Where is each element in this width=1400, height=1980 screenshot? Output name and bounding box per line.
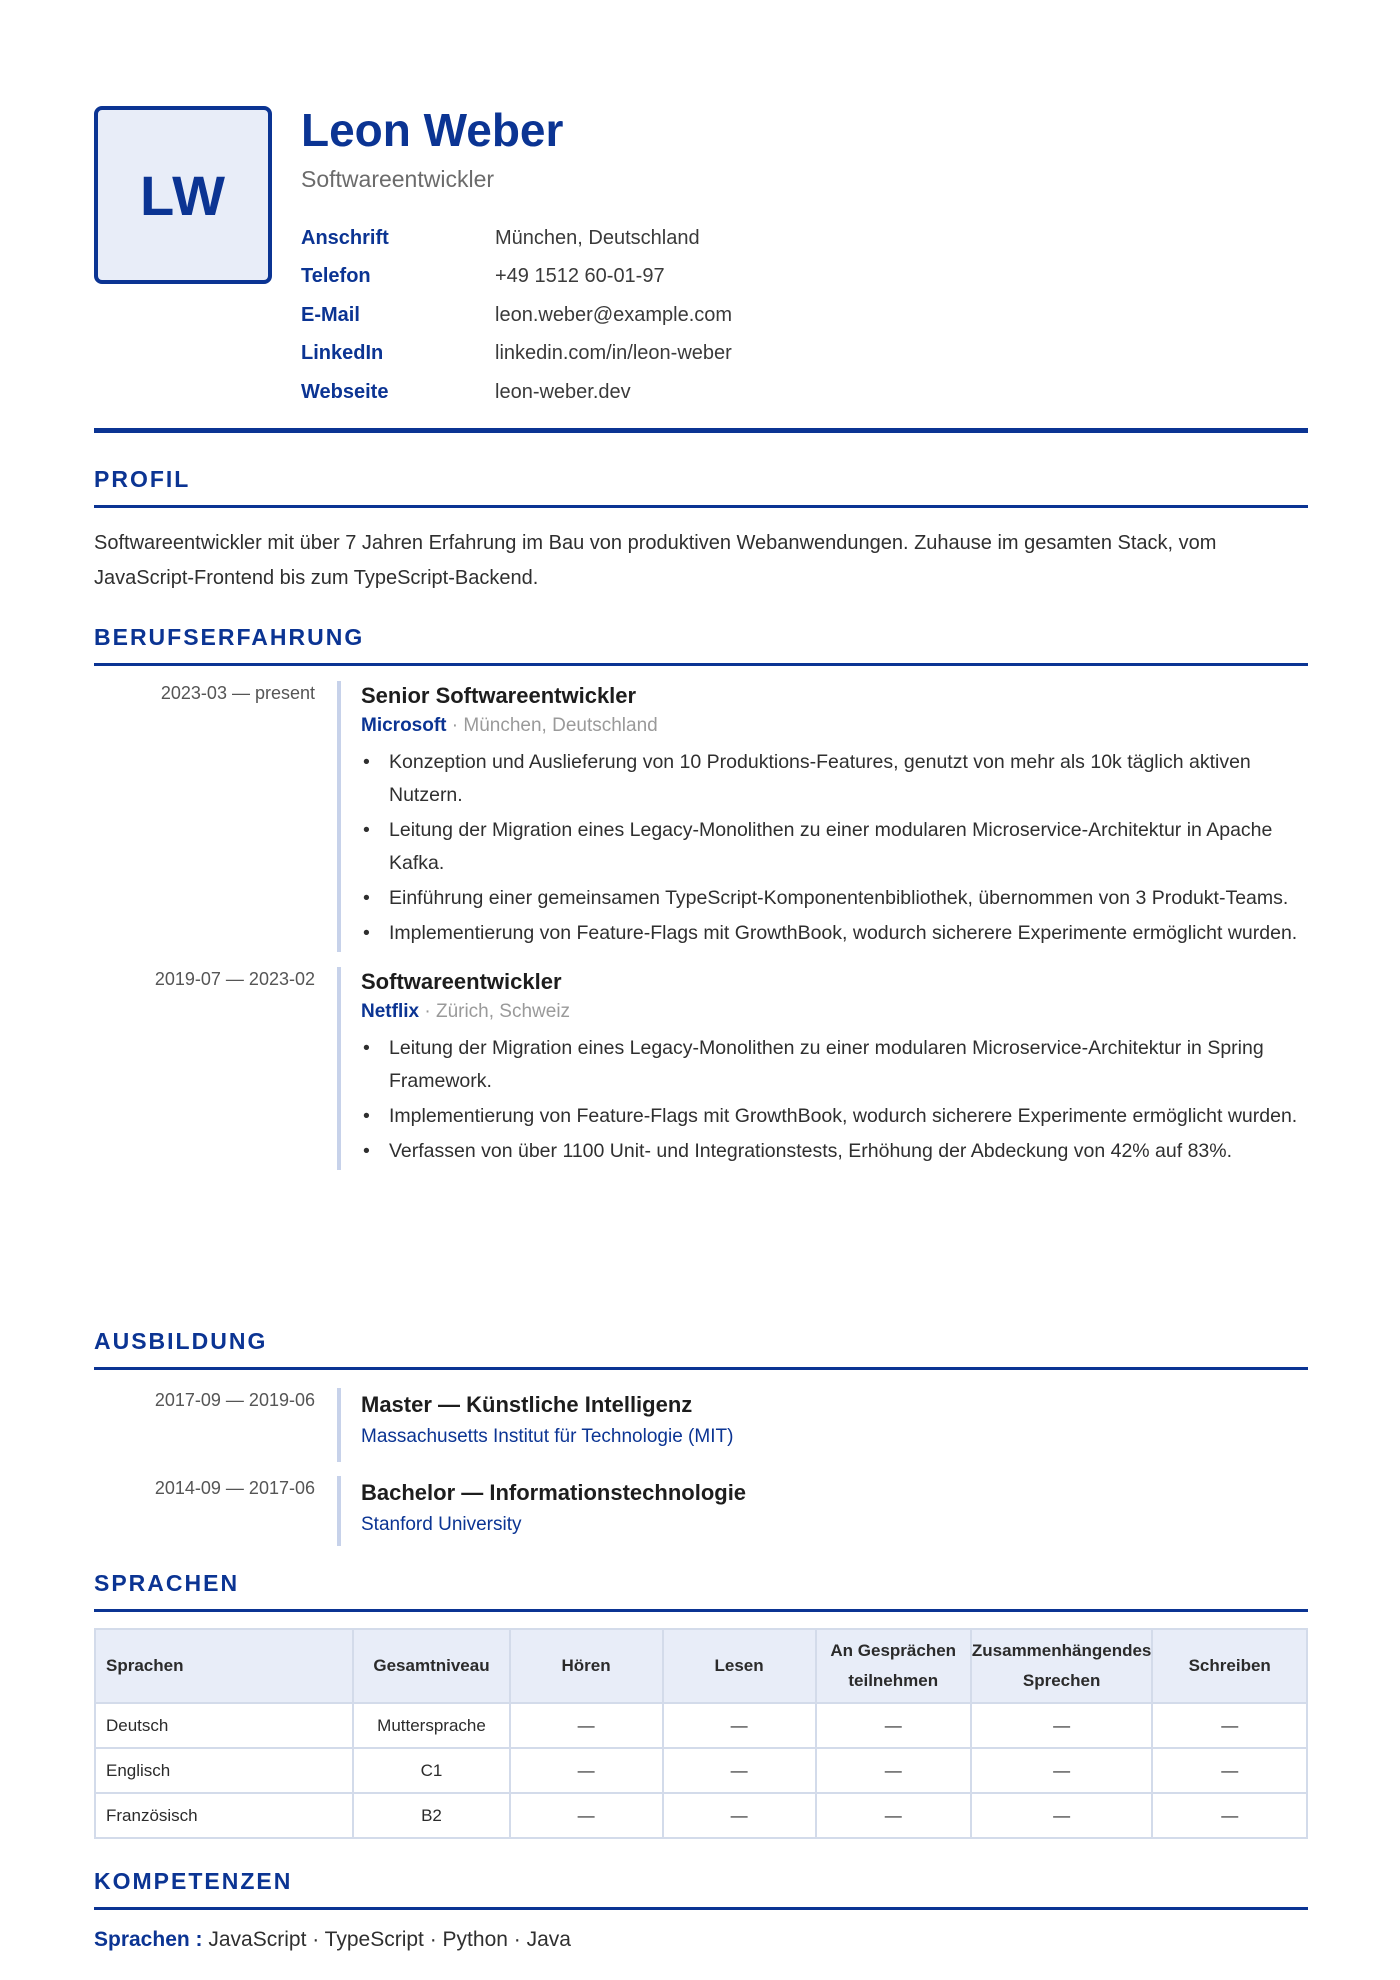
language-name: Englisch	[95, 1748, 353, 1793]
degree-title: Master — Künstliche Intelligenz	[361, 1392, 693, 1417]
entry-body	[337, 1388, 1308, 1462]
language-name: Deutsch	[95, 1703, 353, 1748]
org-line	[361, 711, 1308, 741]
skill-row	[94, 1924, 1308, 1956]
experience-entry	[94, 967, 1308, 1170]
contact-label: Webseite	[301, 380, 389, 403]
overall-level: Muttersprache	[353, 1703, 509, 1748]
list-item: • Implementierung von Feature-Flags mit GrowthBook, wodurch sicherere Experimente ermöglicht wurden.	[361, 917, 1308, 950]
contact-label: Telefon	[301, 265, 371, 288]
table-row	[95, 1703, 1307, 1748]
list-item: • Verfassen von über 1100 Unit- und Integrationstests, Erhöhung der Abdeckung von 42% auf 83%.	[361, 1135, 1308, 1168]
table-header-row	[95, 1629, 1307, 1703]
overall-level: C1	[353, 1748, 509, 1793]
column-header: Gesamtniveau	[353, 1629, 509, 1703]
writing-level: —	[1152, 1748, 1307, 1793]
column-header: Zusammenhängendes Sprechen	[971, 1629, 1153, 1703]
section-heading: KOMPETENZEN	[94, 1868, 1308, 1910]
job-location: · Zürich, Schweiz	[419, 1001, 571, 1022]
reading-level: —	[663, 1793, 816, 1838]
contact-row-email	[301, 296, 732, 335]
contact-list	[301, 219, 732, 412]
listening-level: —	[510, 1748, 663, 1793]
contact-row-phone	[301, 258, 732, 297]
experience-entry	[94, 681, 1308, 952]
school-name	[361, 1510, 1308, 1540]
interaction-level: —	[816, 1793, 971, 1838]
entry-date: 2014-09 — 2017-06	[154, 1478, 315, 1498]
company-name: Netflix	[361, 1001, 420, 1022]
reading-level: —	[663, 1748, 816, 1793]
writing-level: —	[1152, 1703, 1307, 1748]
skill-values: JavaScript · TypeScript · Python · Java	[202, 1928, 571, 1951]
job-role: Senior Softwareentwickler	[361, 683, 637, 708]
profile-text: Softwareentwickler mit über 7 Jahren Erfahrung im Bau von produktiven Webanwendungen. Zuhause im gesamten Stack, vom JavaScript-Frontend bis zum TypeScript-Backend.	[94, 532, 1217, 589]
education-entry	[94, 1476, 1308, 1546]
job-role: Softwareentwickler	[361, 969, 562, 994]
language-table	[94, 1628, 1308, 1839]
school-name	[361, 1422, 1308, 1452]
production-level: —	[971, 1793, 1153, 1838]
column-header: Sprachen	[95, 1629, 353, 1703]
contact-row-address	[301, 219, 732, 258]
contact-value: +49 1512 60-01-97	[495, 265, 665, 288]
entry-body	[337, 1476, 1308, 1546]
listening-level: —	[510, 1793, 663, 1838]
contact-row-website	[301, 373, 732, 412]
resume-page	[94, 0, 1308, 1951]
table-row	[95, 1793, 1307, 1838]
degree-title: Bachelor — Informationstechnologie	[361, 1480, 747, 1505]
entry-date: 2017-09 — 2019-06	[154, 1390, 315, 1410]
school-label: Stanford University	[361, 1514, 522, 1535]
education-entry	[94, 1388, 1308, 1462]
interaction-level: —	[816, 1703, 971, 1748]
contact-row-linkedin	[301, 335, 732, 374]
contact-value: München, Deutschland	[495, 226, 700, 249]
header-divider	[94, 428, 1308, 433]
website-link[interactable]: leon-weber.dev	[495, 380, 631, 403]
skill-label: Sprachen :	[94, 1928, 203, 1951]
list-item: • Einführung einer gemeinsamen TypeScript-Komponentenbibliothek, übernommen von 3 Produkt-Teams.	[361, 882, 1308, 915]
section-heading: AUSBILDUNG	[94, 1328, 1308, 1370]
entry-date: 2019-07 — 2023-02	[154, 969, 315, 989]
entry-body	[337, 681, 1308, 952]
achievement-list	[361, 1032, 1308, 1168]
languages-section	[94, 1570, 1308, 1839]
profile-section	[94, 466, 1308, 596]
monogram-avatar: LW	[94, 106, 272, 284]
section-heading: PROFIL	[94, 466, 1308, 508]
writing-level: —	[1152, 1793, 1307, 1838]
school-label: Massachusetts Institut für Technologie (MIT)	[361, 1426, 734, 1447]
contact-label: E-Mail	[301, 303, 360, 326]
language-name: Französisch	[95, 1793, 353, 1838]
interaction-level: —	[816, 1748, 971, 1793]
list-item: • Leitung der Migration eines Legacy-Monolithen zu einer modularen Microservice-Architektur in Spring Framework.	[361, 1032, 1308, 1098]
job-location: · München, Deutschland	[446, 715, 658, 736]
listening-level: —	[510, 1703, 663, 1748]
production-level: —	[971, 1703, 1153, 1748]
column-header: Schreiben	[1152, 1629, 1307, 1703]
candidate-name: Leon Weber	[301, 104, 564, 156]
entry-body	[337, 967, 1308, 1170]
production-level: —	[971, 1748, 1153, 1793]
company-name: Microsoft	[361, 715, 447, 736]
contact-label: Anschrift	[301, 226, 389, 249]
list-item: • Implementierung von Feature-Flags mit GrowthBook, wodurch sicherere Experimente ermöglicht wurden.	[361, 1100, 1308, 1133]
reading-level: —	[663, 1703, 816, 1748]
experience-section	[94, 624, 1308, 1170]
section-heading: BERUFSERFAHRUNG	[94, 624, 1308, 666]
candidate-title: Softwareentwickler	[301, 166, 495, 192]
skills-section	[94, 1868, 1308, 1956]
achievement-list	[361, 746, 1308, 950]
education-section	[94, 1328, 1308, 1546]
list-item: • Konzeption und Auslieferung von 10 Produktions-Features, genutzt von mehr als 10k täglich aktiven Nutzern.	[361, 746, 1308, 812]
overall-level: B2	[353, 1793, 509, 1838]
entry-date: 2023-03 — present	[160, 683, 315, 703]
column-header: Hören	[510, 1629, 663, 1703]
column-header: Lesen	[663, 1629, 816, 1703]
resume-header	[94, 0, 1308, 432]
list-item: • Leitung der Migration eines Legacy-Monolithen zu einer modularen Microservice-Architektur in Apache Kafka.	[361, 814, 1308, 880]
contact-label: LinkedIn	[301, 342, 384, 365]
org-line	[361, 997, 1308, 1027]
linkedin-link[interactable]: linkedin.com/in/leon-weber	[495, 342, 732, 365]
section-heading: SPRACHEN	[94, 1570, 1308, 1612]
table-row	[95, 1748, 1307, 1793]
column-header: An Gesprächen teilnehmen	[816, 1629, 971, 1703]
email-link[interactable]: leon.weber@example.com	[495, 303, 733, 326]
